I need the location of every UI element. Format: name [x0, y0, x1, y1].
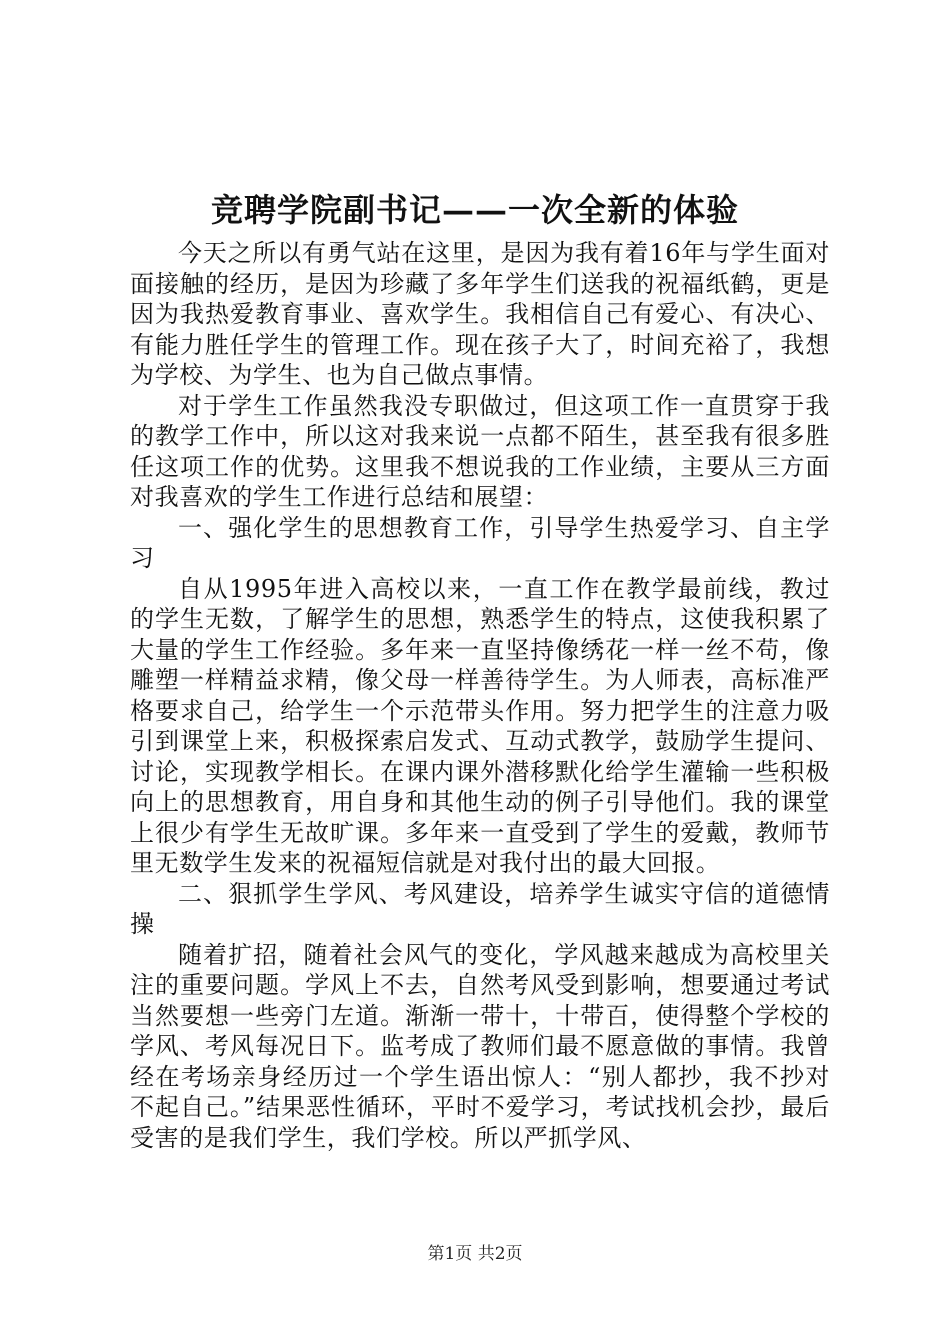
page-footer: 第1页 共2页: [427, 1244, 523, 1264]
section-heading: 一、强化学生的思想教育工作，引导学生热爱学习、自主学习: [130, 513, 830, 572]
paragraph: 对于学生工作虽然我没专职做过，但这项工作一直贯穿于我的教学工作中，所以这对我来说一点都不陌生，甚至我有很多胜任这项工作的优势。这里我不想说我的工作业绩，主要从三方面对我喜欢的学生工作进行总结和展望：: [130, 391, 830, 511]
paragraph: 随着扩招，随着社会风气的变化，学风越来越成为高校里关注的重要问题。学风上不去，自然考风受到影响，想要通过考试当然要想一些旁门左道。渐渐一带十，十带百，使得整个学校的学风、考风每况日下。监考成了教师们最不愿意做的事情。我曾经在考场亲身经历过一个学生语出惊人：“别人都抄，我不抄对不起自己。”结果恶性循环，平时不爱学习，考试找机会抄，最后受害的是我们学生，我们学校。所以严抓学风、: [130, 940, 830, 1152]
section-heading: 二、狠抓学生学风、考风建设，培养学生诚实守信的道德情操: [130, 879, 830, 938]
document-body: [130, 238, 830, 1153]
paragraph: 今天之所以有勇气站在这里，是因为我有着16年与学生面对面接触的经历，是因为珍藏了多年学生们送我的祝福纸鹤，更是因为我热爱教育事业、喜欢学生。我相信自己有爱心、有决心、有能力胜任学生的管理工作。现在孩子大了，时间充裕了，我想为学校、为学生、也为自己做点事情。: [130, 239, 830, 389]
paragraph: 自从1995年进入高校以来，一直工作在教学最前线，教过的学生无数，了解学生的思想，熟悉学生的特点，这使我积累了大量的学生工作经验。多年来一直坚持像绣花一样一丝不苟，像雕塑一样精益求精，像父母一样善待学生。为人师表，高标准严格要求自己，给学生一个示范带头作用。努力把学生的注意力吸引到课堂上来，积极探索启发式、互动式教学，鼓励学生提问、讨论，实现教学相长。在课内课外潜移默化给学生灌输一些积极向上的思想教育，用自身和其他生动的例子引导他们。我的课堂上很少有学生无故旷课。多年来一直受到了学生的爱戴，教师节里无数学生发来的祝福短信就是对我付出的最大回报。: [130, 574, 830, 877]
document-title: 竞聘学院副书记——一次全新的体验: [210, 191, 739, 229]
